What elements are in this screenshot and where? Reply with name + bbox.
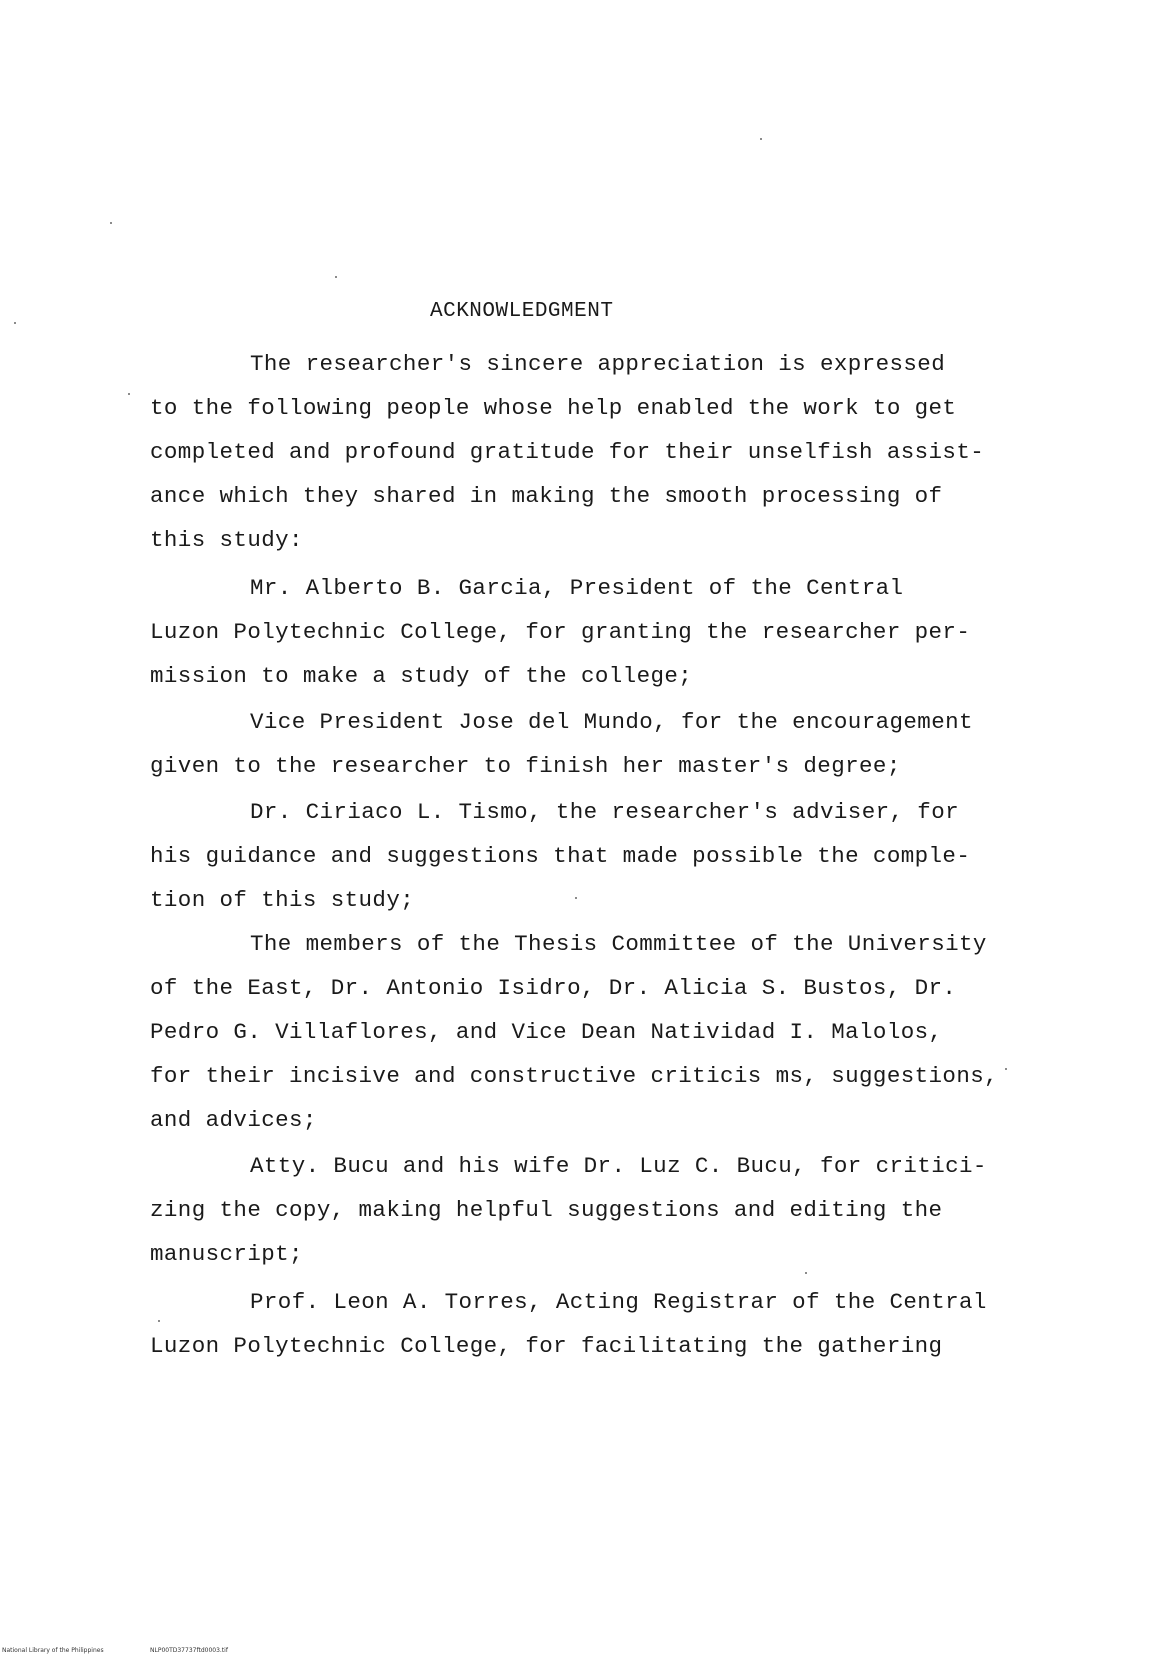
- text-line: this study:: [150, 527, 303, 553]
- scan-speck: [1005, 1068, 1007, 1070]
- text-line: Prof. Leon A. Torres, Acting Registrar of the Central: [250, 1289, 987, 1315]
- paragraph-torres: [150, 1280, 1010, 1368]
- text-line: Vice President Jose del Mundo, for the encouragement: [250, 709, 973, 735]
- text-line: mission to make a study of the college;: [150, 663, 693, 689]
- paragraph-bucu: [150, 1144, 1010, 1276]
- text-line: to the following people whose help enabled the work to get: [150, 395, 957, 421]
- scan-speck: [805, 1272, 807, 1274]
- text-line: and advices;: [150, 1107, 317, 1133]
- text-line: Luzon Polytechnic College, for facilitating the gathering: [150, 1333, 943, 1359]
- text-line: of the East, Dr. Antonio Isidro, Dr. Alicia S. Bustos, Dr.: [150, 975, 957, 1001]
- paragraph-del-mundo: [150, 700, 1010, 788]
- text-line: Luzon Polytechnic College, for granting the researcher per-: [150, 619, 971, 645]
- text-line: tion of this study;: [150, 887, 415, 913]
- text-line: Dr. Ciriaco L. Tismo, the researcher's adviser, for: [250, 799, 960, 825]
- footer-file-id: NLP00TD37737ftd0003.tif: [150, 1647, 228, 1654]
- footer-library-label: National Library of the Philippines: [2, 1647, 104, 1654]
- paragraph-thesis-committee: [150, 922, 1010, 1142]
- scan-speck: [575, 897, 577, 899]
- scan-speck: [158, 1320, 160, 1322]
- scan-speck: [110, 222, 112, 224]
- text-line: for their incisive and constructive criticis ms, suggestions,: [150, 1063, 999, 1089]
- text-line: given to the researcher to finish her master's degree;: [150, 753, 901, 779]
- text-line: manuscript;: [150, 1241, 303, 1267]
- text-line: Mr. Alberto B. Garcia, President of the Central: [250, 575, 904, 601]
- paragraph-appreciation: [150, 342, 1010, 562]
- scan-speck: [128, 393, 130, 395]
- text-line: his guidance and suggestions that made possible the comple-: [150, 843, 971, 869]
- text-line: zing the copy, making helpful suggestions and editing the: [150, 1197, 943, 1223]
- text-line: ance which they shared in making the smooth processing of: [150, 483, 943, 509]
- text-line: Atty. Bucu and his wife Dr. Luz C. Bucu, for critici-: [250, 1153, 987, 1179]
- text-line: The members of the Thesis Committee of the University: [250, 931, 987, 957]
- text-line: The researcher's sincere appreciation is expressed: [250, 351, 946, 377]
- scan-speck: [14, 322, 16, 324]
- scan-speck: [760, 138, 762, 140]
- text-line: Pedro G. Villaflores, and Vice Dean Natividad I. Malolos,: [150, 1019, 943, 1045]
- paragraph-tismo: [150, 790, 1010, 922]
- paragraph-garcia: [150, 566, 1010, 698]
- page-title: ACKNOWLEDGMENT: [430, 300, 614, 323]
- scan-speck: [335, 276, 337, 278]
- text-line: completed and profound gratitude for their unselfish assist-: [150, 439, 985, 465]
